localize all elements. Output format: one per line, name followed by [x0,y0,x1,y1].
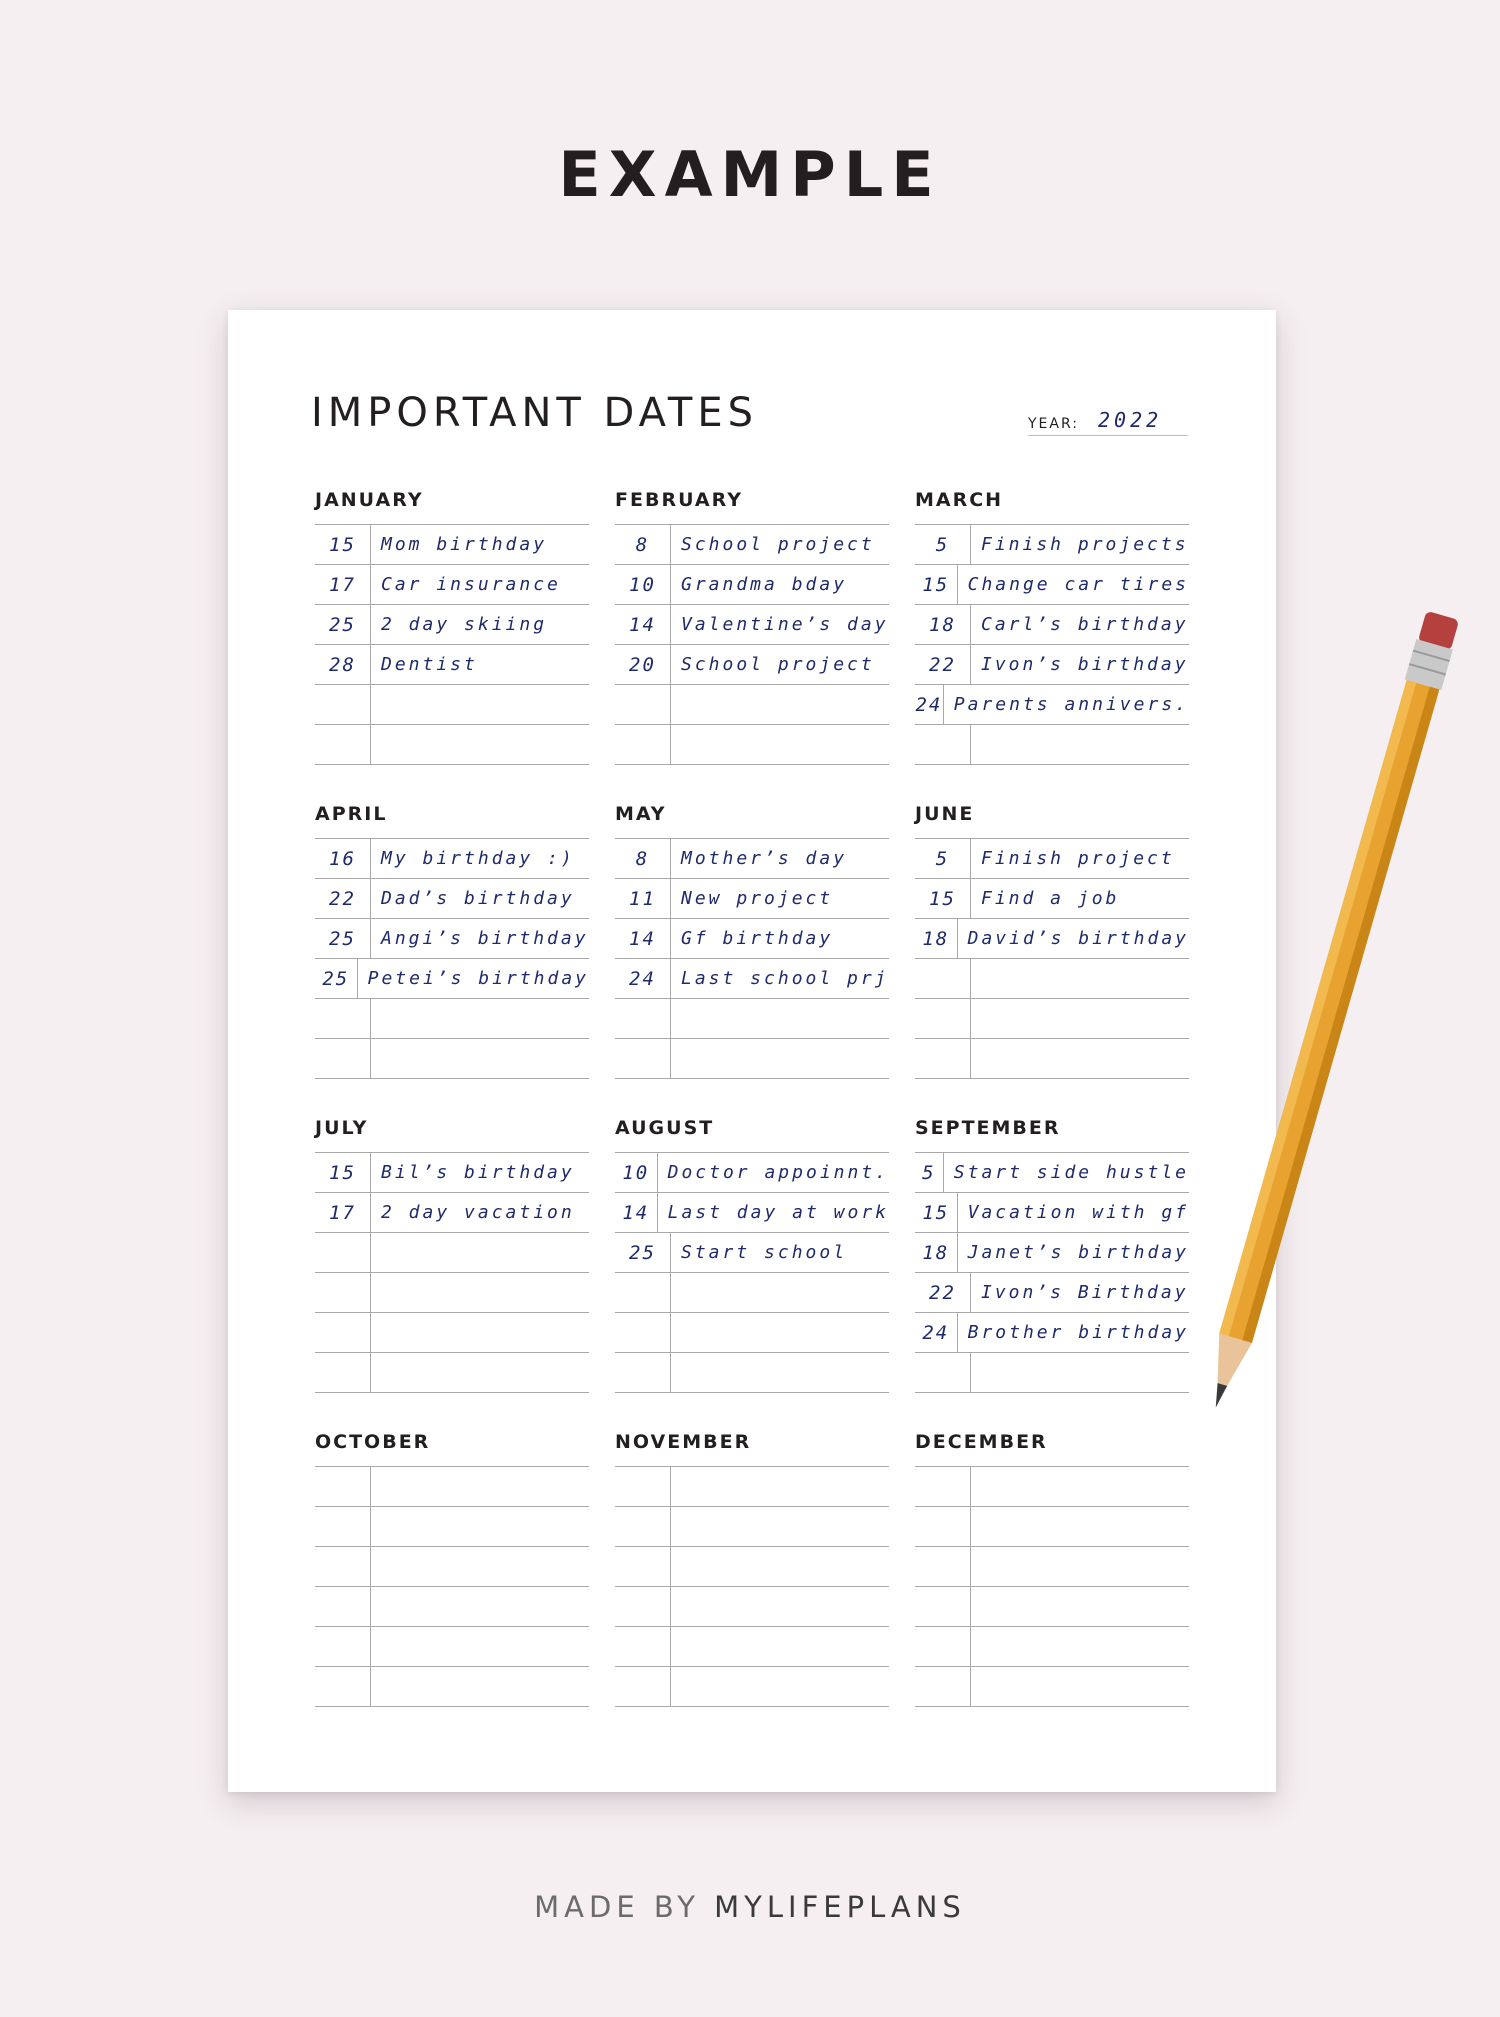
day-cell [615,685,671,724]
month-april [315,802,589,1079]
event-cell: Start side hustle [953,1162,1189,1183]
day-cell: 15 [915,1193,958,1232]
month-name: JANUARY [315,489,424,511]
day-cell: 25 [315,605,371,644]
day-cell: 5 [915,1153,944,1192]
date-rows [615,1466,889,1707]
event-cell [971,1353,1189,1392]
event-cell: Carl’s birthday [981,614,1189,635]
date-row [315,565,589,605]
day-cell [915,1547,971,1586]
day-cell: 25 [315,919,371,958]
event-cell: New project [681,888,834,909]
date-row [315,1467,589,1507]
event-cell [671,1587,889,1626]
event-cell [371,1467,589,1506]
date-rows [315,1152,589,1393]
event-cell [971,1667,1189,1706]
event-cell: School project [681,654,875,675]
event-cell: Petei’s birthday [367,968,589,989]
date-row [315,1153,589,1193]
date-row [615,1273,889,1313]
day-cell [315,1467,371,1506]
example-heading: EXAMPLE [558,138,942,211]
day-cell [315,999,371,1038]
event-cell [971,959,1189,998]
event-cell [671,1547,889,1586]
day-cell [315,1273,371,1312]
date-row [315,1667,589,1707]
day-cell: 11 [615,879,671,918]
day-cell: 22 [315,879,371,918]
day-cell [915,959,971,998]
event-cell: Ivon’s Birthday [981,1282,1189,1303]
event-cell: Start school [681,1242,848,1263]
year-field [1028,402,1188,436]
date-row [615,1507,889,1547]
sheet-title: IMPORTANT DATES [311,390,759,436]
day-cell: 5 [915,839,971,878]
day-cell: 18 [915,1233,958,1272]
day-cell [915,1353,971,1392]
date-row [315,685,589,725]
date-row [315,999,589,1039]
date-row [615,999,889,1039]
event-cell: Dad’s birthday [381,888,575,909]
event-cell: Finish projects [981,534,1189,555]
day-cell: 22 [915,645,971,684]
day-cell [615,1313,671,1352]
day-cell [315,1353,371,1392]
event-cell: Bil’s birthday [381,1162,575,1183]
event-cell: Last day at work [667,1202,889,1223]
event-cell [371,1507,589,1546]
date-row [615,1353,889,1393]
day-cell: 28 [315,645,371,684]
date-row [915,839,1189,879]
month-june [915,802,1189,1079]
date-row [315,1587,589,1627]
day-cell: 17 [315,1193,371,1232]
date-row [915,1587,1189,1627]
date-row [915,959,1189,999]
day-cell [615,999,671,1038]
month-august [615,1116,889,1393]
month-name: MARCH [915,489,1004,511]
event-cell: Change car tires [967,574,1189,595]
date-row [915,1353,1189,1393]
date-row [315,1547,589,1587]
month-may [615,802,889,1079]
footer-credit [0,1890,1500,1924]
pencil-icon [1180,590,1480,1450]
date-row [315,1273,589,1313]
event-cell [371,1039,589,1078]
event-cell: Janet’s birthday [967,1242,1189,1263]
date-rows [915,838,1189,1079]
day-cell: 18 [915,605,971,644]
event-cell [671,1273,889,1312]
day-cell [315,1667,371,1706]
month-february [615,488,889,765]
date-row [615,1667,889,1707]
event-cell [971,1587,1189,1626]
event-cell [371,1353,589,1392]
date-row [915,999,1189,1039]
day-cell [315,685,371,724]
month-march [915,488,1189,765]
event-cell [371,725,589,764]
date-row [315,645,589,685]
day-cell [315,1233,371,1272]
day-cell: 15 [915,565,958,604]
date-rows [915,524,1189,765]
event-cell: Parents annivers. [953,694,1189,715]
date-row [915,1273,1189,1313]
date-row [615,839,889,879]
event-cell [671,1627,889,1666]
day-cell: 18 [915,919,958,958]
date-rows [315,524,589,765]
event-cell: Finish project [981,848,1175,869]
date-row [615,1627,889,1667]
month-name: FEBRUARY [615,489,743,511]
event-cell [371,1273,589,1312]
date-row [915,525,1189,565]
date-row [615,879,889,919]
date-row [315,725,589,765]
event-cell: Dentist [381,654,478,675]
date-row [315,959,589,999]
month-name: APRIL [315,803,388,825]
date-row [315,839,589,879]
event-cell [971,725,1189,764]
month-name: JULY [315,1117,369,1139]
day-cell [615,1587,671,1626]
date-row [915,565,1189,605]
event-cell: 2 day skiing [381,614,548,635]
event-cell [971,1467,1189,1506]
date-row [315,1627,589,1667]
date-row [615,1547,889,1587]
date-row [315,605,589,645]
date-row [915,1039,1189,1079]
event-cell: Mom birthday [381,534,548,555]
event-cell: Doctor appoinnt. [667,1162,889,1183]
date-row [315,879,589,919]
date-row [915,1313,1189,1353]
event-cell: Angi’s birthday [381,928,589,949]
month-name: MAY [615,803,667,825]
month-name: SEPTEMBER [915,1117,1061,1139]
date-row [915,1467,1189,1507]
month-name: OCTOBER [315,1431,431,1453]
day-cell [915,725,971,764]
event-cell: School project [681,534,875,555]
date-row [915,879,1189,919]
month-october [315,1430,589,1707]
date-row [615,1039,889,1079]
date-row [615,565,889,605]
year-value: 2022 [1098,408,1163,432]
event-cell [371,1587,589,1626]
date-row [915,725,1189,765]
date-rows [615,1152,889,1393]
date-row [315,1313,589,1353]
date-row [315,1039,589,1079]
month-january [315,488,589,765]
date-rows [315,838,589,1079]
day-cell: 10 [615,1153,658,1192]
day-cell: 24 [615,959,671,998]
day-cell [615,1039,671,1078]
date-rows [915,1466,1189,1707]
event-cell [671,1507,889,1546]
day-cell: 15 [915,879,971,918]
day-cell: 24 [915,685,944,724]
event-cell: Brother birthday [967,1322,1189,1343]
date-row [615,1153,889,1193]
day-cell [615,1507,671,1546]
day-cell [915,1587,971,1626]
day-cell [915,1507,971,1546]
event-cell [671,685,889,724]
day-cell [315,725,371,764]
date-row [915,605,1189,645]
event-cell [971,1507,1189,1546]
event-cell [371,1233,589,1272]
day-cell [315,1039,371,1078]
event-cell [971,1039,1189,1078]
month-name: DECEMBER [915,1431,1048,1453]
date-row [615,605,889,645]
day-cell [915,999,971,1038]
pencil-tip [1201,1334,1252,1409]
event-cell [971,1627,1189,1666]
date-row [615,1467,889,1507]
event-cell [671,1039,889,1078]
event-cell: Grandma bday [681,574,848,595]
month-name: NOVEMBER [615,1431,752,1453]
day-cell [315,1587,371,1626]
event-cell [371,1547,589,1586]
event-cell [671,1353,889,1392]
day-cell: 8 [615,525,671,564]
date-row [615,1587,889,1627]
event-cell [671,1667,889,1706]
date-row [615,1193,889,1233]
event-cell [971,999,1189,1038]
date-row [915,645,1189,685]
day-cell [315,1313,371,1352]
date-row [615,919,889,959]
date-row [915,1507,1189,1547]
date-row [915,1627,1189,1667]
event-cell: Last school prj [681,968,889,989]
event-cell: Mother’s day [681,848,848,869]
event-cell: David’s birthday [967,928,1189,949]
important-dates-sheet [228,310,1276,1792]
day-cell [915,1467,971,1506]
date-row [315,919,589,959]
day-cell: 20 [615,645,671,684]
event-cell: Gf birthday [681,928,834,949]
date-row [915,685,1189,725]
month-december [915,1430,1189,1707]
day-cell: 25 [315,959,358,998]
day-cell [915,1039,971,1078]
day-cell [615,725,671,764]
event-cell: Find a job [981,888,1120,909]
event-cell [671,999,889,1038]
day-cell: 15 [315,1153,371,1192]
date-row [615,685,889,725]
event-cell: Vacation with gf [967,1202,1189,1223]
event-cell [371,1667,589,1706]
event-cell: 2 day vacation [381,1202,575,1223]
month-july [315,1116,589,1393]
day-cell [915,1627,971,1666]
pencil-lead [1211,1383,1227,1409]
date-rows [615,524,889,765]
day-cell: 22 [915,1273,971,1312]
date-row [315,1353,589,1393]
month-name: AUGUST [615,1117,715,1139]
date-rows [915,1152,1189,1393]
event-cell: Ivon’s birthday [981,654,1189,675]
day-cell: 8 [615,839,671,878]
day-cell: 16 [315,839,371,878]
date-row [915,1547,1189,1587]
event-cell [671,725,889,764]
day-cell [615,1273,671,1312]
day-cell [615,1627,671,1666]
event-cell [371,1627,589,1666]
month-september [915,1116,1189,1393]
day-cell [315,1547,371,1586]
date-rows [615,838,889,1079]
date-row [915,1193,1189,1233]
date-row [315,525,589,565]
day-cell: 14 [615,605,671,644]
day-cell [615,1547,671,1586]
footer-prefix: MADE BY [534,1890,715,1924]
date-row [915,1153,1189,1193]
day-cell: 14 [615,1193,658,1232]
day-cell [615,1667,671,1706]
year-label: YEAR: [1028,416,1079,432]
day-cell [315,1627,371,1666]
date-row [615,1313,889,1353]
month-name: JUNE [915,803,975,825]
date-row [915,919,1189,959]
date-row [615,645,889,685]
date-row [315,1507,589,1547]
month-november [615,1430,889,1707]
event-cell: Car insurance [381,574,561,595]
event-cell: Valentine’s day [681,614,889,635]
day-cell: 24 [915,1313,958,1352]
event-cell [371,1313,589,1352]
event-cell [371,999,589,1038]
day-cell: 15 [315,525,371,564]
event-cell [971,1547,1189,1586]
day-cell [315,1507,371,1546]
footer-brand: MYLIFEPLANS [714,1890,966,1924]
day-cell [615,1353,671,1392]
event-cell [371,685,589,724]
day-cell: 14 [615,919,671,958]
day-cell [915,1667,971,1706]
day-cell [615,1467,671,1506]
date-row [615,725,889,765]
date-row [615,1233,889,1273]
event-cell [671,1313,889,1352]
date-row [615,959,889,999]
day-cell: 5 [915,525,971,564]
date-row [315,1233,589,1273]
date-rows [315,1466,589,1707]
date-row [315,1193,589,1233]
date-row [915,1233,1189,1273]
day-cell: 25 [615,1233,671,1272]
date-row [615,525,889,565]
event-cell: My birthday :) [381,848,575,869]
day-cell: 17 [315,565,371,604]
event-cell [671,1467,889,1506]
date-row [915,1667,1189,1707]
day-cell: 10 [615,565,671,604]
